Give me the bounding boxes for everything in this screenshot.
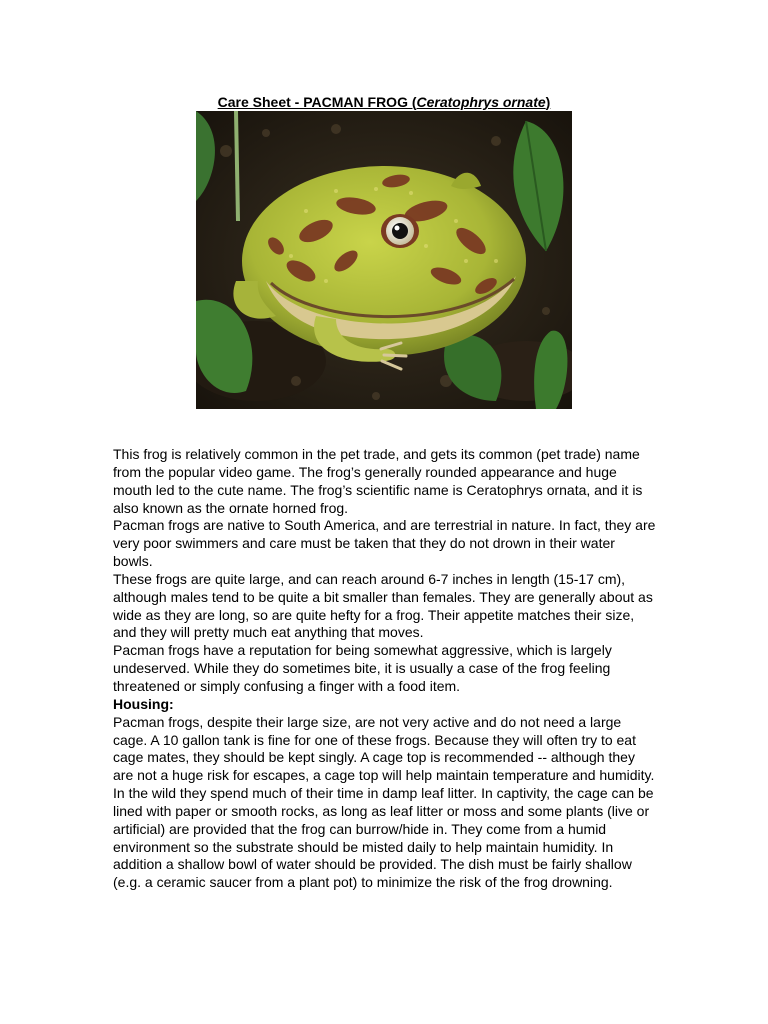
frog-photo-illustration <box>196 111 572 409</box>
paragraph-housing-cage: Pacman frogs, despite their large size, are not very active and do not need a large cage. A 10 gallon tank is fine for one of these frogs. Because they will often try to eat cage mates, they should be kept singly. A cage top is recommended -- although they are not a huge risk for escapes, a cage top will help maintain temperature and humidity. <box>113 713 655 784</box>
title-suffix: ) <box>545 94 551 110</box>
frog-photo <box>196 111 572 409</box>
paragraph-housing-substrate: In the wild they spend much of their time in damp leaf litter. In captivity, the cage can be lined with paper or smooth rocks, as long as leaf litter or moss and some plants (live or artificial) are provided that the frog can burrow/hide in. They come from a humid environment so the substrate should be misted daily to help maintain humidity. In addition a shallow bowl of water should be provided. The dish must be fairly shallow (e.g. a ceramic saucer from a plant pot) to minimize the risk of the frog drowning. <box>113 785 654 891</box>
page-title <box>0 94 768 110</box>
title-prefix: Care Sheet - PACMAN FROG ( <box>217 94 417 110</box>
article-body <box>113 446 658 892</box>
title-scientific-name: Ceratophrys ornate <box>416 94 546 110</box>
section-heading-housing: Housing: <box>113 695 174 712</box>
paragraph-size: These frogs are quite large, and can reach around 6-7 inches in length (15-17 cm), although males tend to be quite a bit smaller than females. They are generally about as wide as they are long, so are quite hefty for a frog. Their appetite matches their size, and they will pretty much eat anything that moves. <box>113 570 653 641</box>
paragraph-origin: Pacman frogs are native to South America, and are terrestrial in nature. In fact, they are very poor swimmers and care must be taken that they do not drown in their water bowls. <box>113 517 656 570</box>
paragraph-intro: This frog is relatively common in the pet trade, and gets its common (pet trade) name from the popular video game. The frog’s generally rounded appearance and huge mouth led to the cute name. The frog’s scientific name is Ceratophrys ornata, and it is also known as the ornate horned frog. <box>113 446 643 516</box>
paragraph-temperament: Pacman frogs have a reputation for being somewhat aggressive, which is largely undeserved. While they do sometimes bite, it is usually a case of the frog feeling threatened or simply confusing a finger with a food item. <box>113 642 612 694</box>
